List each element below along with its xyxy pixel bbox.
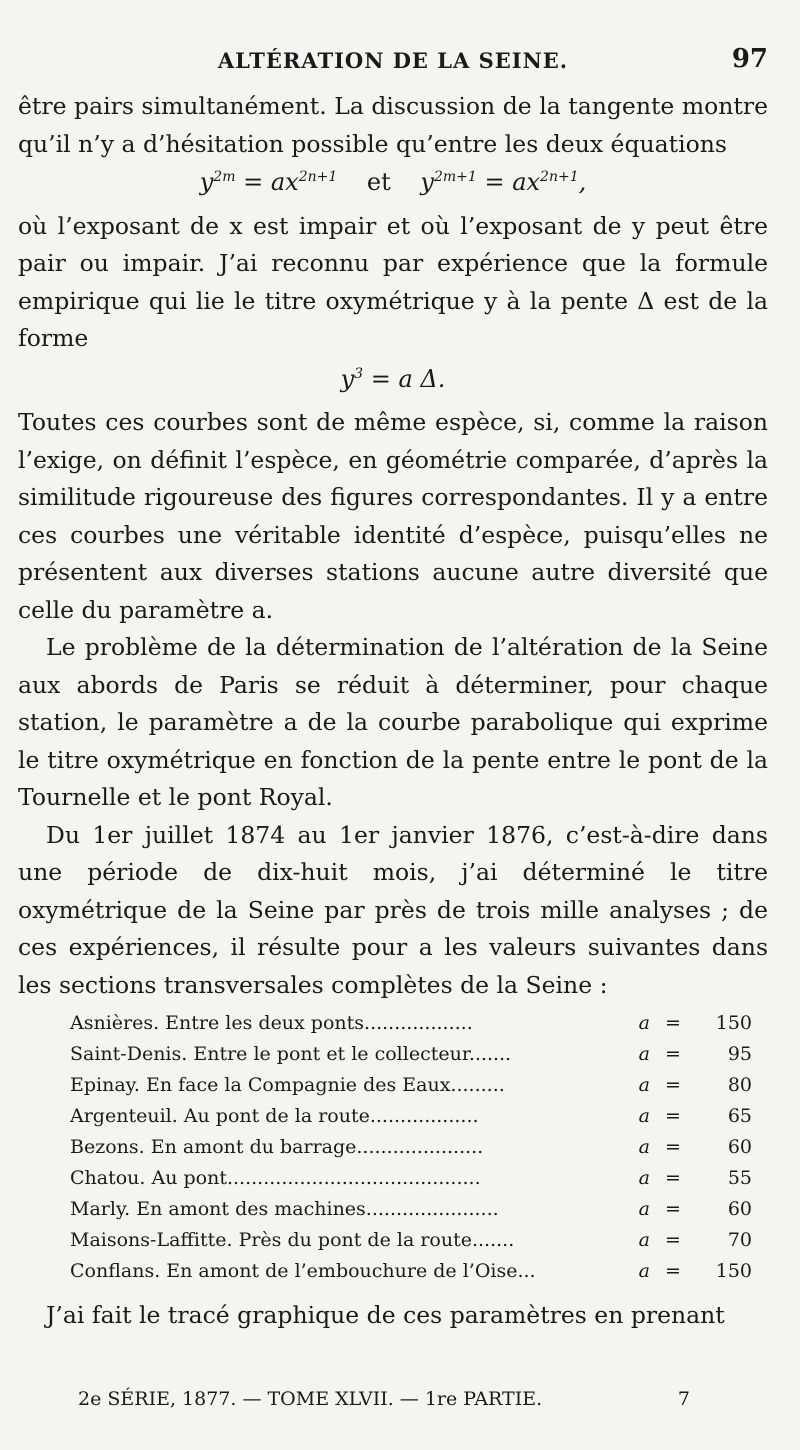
paragraph-equations-intro: être pairs simultanément. La discussion de la tangente montre qu’il n’y a d’hésitation possible qu’entre les deux équations	[18, 92, 768, 158]
station-label: Maisons-Laffitte. Près du pont de la route.......	[70, 1229, 515, 1251]
parameter-symbol: a	[638, 1012, 650, 1034]
equals-sign: =	[665, 1105, 681, 1127]
eq1-right-rhs: = ax	[484, 168, 541, 196]
parameter-symbol: a	[638, 1136, 650, 1158]
equals-sign: =	[665, 1167, 681, 1189]
station-parameter-table	[18, 1008, 768, 1287]
eq1-left-exp: 2m	[213, 169, 236, 185]
station-label: Conflans. En amont de l’embouchure de l’Oise...	[70, 1260, 536, 1282]
station-label: Saint-Denis. Entre le pont et le collecteur.......	[70, 1043, 512, 1065]
parameter-value: 95	[727, 1043, 752, 1065]
parameter-value: 70	[727, 1229, 752, 1251]
equals-sign: =	[665, 1074, 681, 1096]
equation-formula	[18, 356, 768, 399]
eq1-right-exp: 2m+1	[433, 169, 477, 185]
equals-sign: =	[665, 1198, 681, 1220]
station-label: Marly. En amont des machines......................	[70, 1198, 499, 1220]
table-row	[18, 1132, 768, 1163]
parameter-value: 60	[727, 1198, 752, 1220]
table-row	[18, 1194, 768, 1225]
parameter-symbol: a	[638, 1105, 650, 1127]
paragraph-exponents: où l’exposant de x est impair et où l’exposant de y peut être pair ou impair. J’ai reconnu par expérience que la formule empirique qui lie le titre oxymétrique y à la pente Δ est de la forme	[18, 211, 768, 352]
equation-pair	[18, 159, 768, 202]
table-row	[18, 1256, 768, 1287]
table-row	[18, 1070, 768, 1101]
eq1-end: ,	[578, 168, 587, 196]
page-header	[18, 44, 768, 78]
parameter-symbol: a	[638, 1074, 650, 1096]
page-number: 97	[731, 44, 768, 74]
equals-sign: =	[665, 1043, 681, 1065]
parameter-value: 150	[715, 1012, 752, 1034]
table-row	[18, 1039, 768, 1070]
eq1-conjunction: et	[366, 168, 391, 196]
paragraph-trace: J’ai fait le tracé graphique de ces paramètres en prenant	[46, 1301, 725, 1329]
equals-sign: =	[665, 1260, 681, 1282]
parameter-symbol: a	[638, 1198, 650, 1220]
equals-sign: =	[665, 1229, 681, 1251]
eq1-right-base: y	[420, 168, 434, 196]
parameter-symbol: a	[638, 1260, 650, 1282]
paragraph-probleme: Le problème de la détermination de l’altération de la Seine aux abords de Paris se réduit à déterminer, pour chaque station, le paramètre a de la courbe parabolique qui exprime le titre oxymétrique en fonction de la pente entre le pont de la Tournelle et le pont Royal.	[18, 633, 768, 811]
page-body	[18, 88, 768, 1335]
eq1-left-rhs-exp: 2n+1	[298, 169, 338, 185]
paragraph-courbes: Toutes ces courbes sont de même espèce, si, comme la raison l’exige, on définit l’espèce, en géométrie comparée, d’après la similitude rigoureuse des figures correspondantes. Il y a entre ces courbes une véritable identité d’espèce, puisqu’elles ne présentent aux diverses stations aucune autre diversité que celle du paramètre a.	[18, 408, 768, 624]
parameter-symbol: a	[638, 1229, 650, 1251]
parameter-symbol: a	[638, 1167, 650, 1189]
parameter-value: 65	[727, 1105, 752, 1127]
eq2-exp: 3	[354, 365, 364, 382]
eq1-left-base: y	[199, 168, 214, 196]
paragraph-analyses: Du 1er juillet 1874 au 1er janvier 1876, c’est-à-dire dans une période de dix-huit mois, j’ai déterminé le titre oxymétrique de la Seine par près de trois mille analyses ; de ces expériences, il résulte pour a les valeurs suivantes dans les sections transversales complètes de la Seine :	[18, 820, 768, 999]
footer-sheet-number: 7	[677, 1388, 690, 1410]
parameter-value: 55	[727, 1167, 752, 1189]
station-label: Asnières. Entre les deux ponts..................	[70, 1012, 473, 1034]
eq1-left-rhs: = ax	[243, 168, 299, 196]
table-row	[18, 1163, 768, 1194]
eq2-base: y	[340, 364, 355, 393]
parameter-value: 150	[715, 1260, 752, 1282]
footer-signature: 2e SÉRIE, 1877. — TOME XLVII. — 1re PARTIE.	[78, 1388, 543, 1410]
eq2-rhs: = a Δ.	[370, 364, 446, 393]
eq1-right-rhs-exp: 2n+1	[540, 169, 579, 185]
table-row	[18, 1101, 768, 1132]
table-row	[18, 1008, 768, 1039]
running-title: ALTÉRATION DE LA SEINE.	[217, 48, 569, 73]
station-label: Argenteuil. Au pont de la route..................	[70, 1105, 479, 1127]
parameter-value: 80	[727, 1074, 752, 1096]
station-label: Bezons. En amont du barrage.....................	[70, 1136, 484, 1158]
parameter-symbol: a	[638, 1043, 650, 1065]
equals-sign: =	[665, 1012, 681, 1034]
equals-sign: =	[665, 1136, 681, 1158]
table-row	[18, 1225, 768, 1256]
parameter-value: 60	[727, 1136, 752, 1158]
station-label: Chatou. Au pont..........................................	[70, 1167, 481, 1189]
station-label: Epinay. En face la Compagnie des Eaux.........	[70, 1074, 505, 1096]
